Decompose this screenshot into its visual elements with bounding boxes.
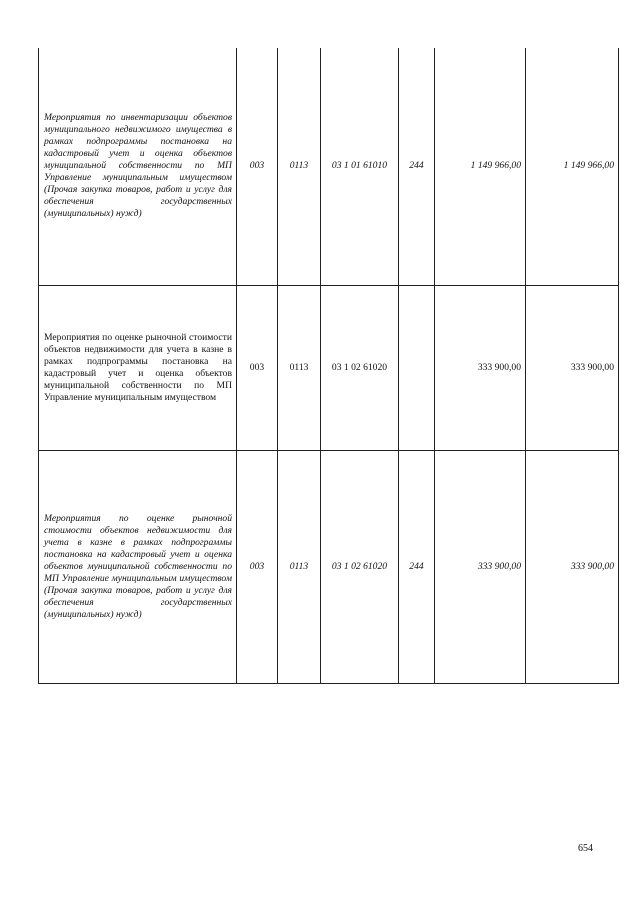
section-code-cell: 0113 bbox=[278, 48, 321, 285]
table-row bbox=[39, 48, 619, 285]
amount-cell-1: 333 900,00 bbox=[435, 285, 526, 450]
expense-type-cell: 244 bbox=[399, 450, 435, 683]
ministry-code-cell: 003 bbox=[237, 48, 278, 285]
target-article-cell: 03 1 02 61020 bbox=[321, 285, 399, 450]
page-number: 654 bbox=[578, 843, 593, 854]
amount-cell-1: 333 900,00 bbox=[435, 450, 526, 683]
amount-cell-2: 333 900,00 bbox=[526, 285, 619, 450]
expense-type-cell bbox=[399, 285, 435, 450]
section-code-cell: 0113 bbox=[278, 450, 321, 683]
row-description: Мероприятия по инвентаризации объектов муниципального недвижимого имущества в рамках подпрограммы постановка на кадастровый учет и оценка объектов муниципальной собственности по МП Управление муниципальным имуществом (Прочая закупка товаров, работ и услуг для обеспечения государственных (муниципальных) нужд) bbox=[39, 48, 237, 285]
amount-cell-2: 1 149 966,00 bbox=[526, 48, 619, 285]
target-article-cell: 03 1 02 61020 bbox=[321, 450, 399, 683]
ministry-code-cell: 003 bbox=[237, 450, 278, 683]
amount-cell-1: 1 149 966,00 bbox=[435, 48, 526, 285]
ministry-code-cell: 003 bbox=[237, 285, 278, 450]
table-row bbox=[39, 285, 619, 450]
expense-type-cell: 244 bbox=[399, 48, 435, 285]
row-description: Мероприятия по оценке рыночной стоимости объектов недвижимости для учета в казне в рамках подпрограммы постановка на кадастровый учет и оценка объектов муниципальной собственности по МП Управление муниципальным имуществом (Прочая закупка товаров, работ и услуг для обеспечения государственных (муниципальных) нужд) bbox=[39, 450, 237, 683]
target-article-cell: 03 1 01 61010 bbox=[321, 48, 399, 285]
amount-cell-2: 333 900,00 bbox=[526, 450, 619, 683]
table-row bbox=[39, 450, 619, 683]
section-code-cell: 0113 bbox=[278, 285, 321, 450]
budget-table bbox=[38, 48, 619, 684]
row-description: Мероприятия по оценке рыночной стоимости объектов недвижимости для учета в казне в рамках подпрограммы постановка на кадастровый учет и оценка объектов муниципальной собственности по МП Управление муниципальным имуществом bbox=[39, 285, 237, 450]
